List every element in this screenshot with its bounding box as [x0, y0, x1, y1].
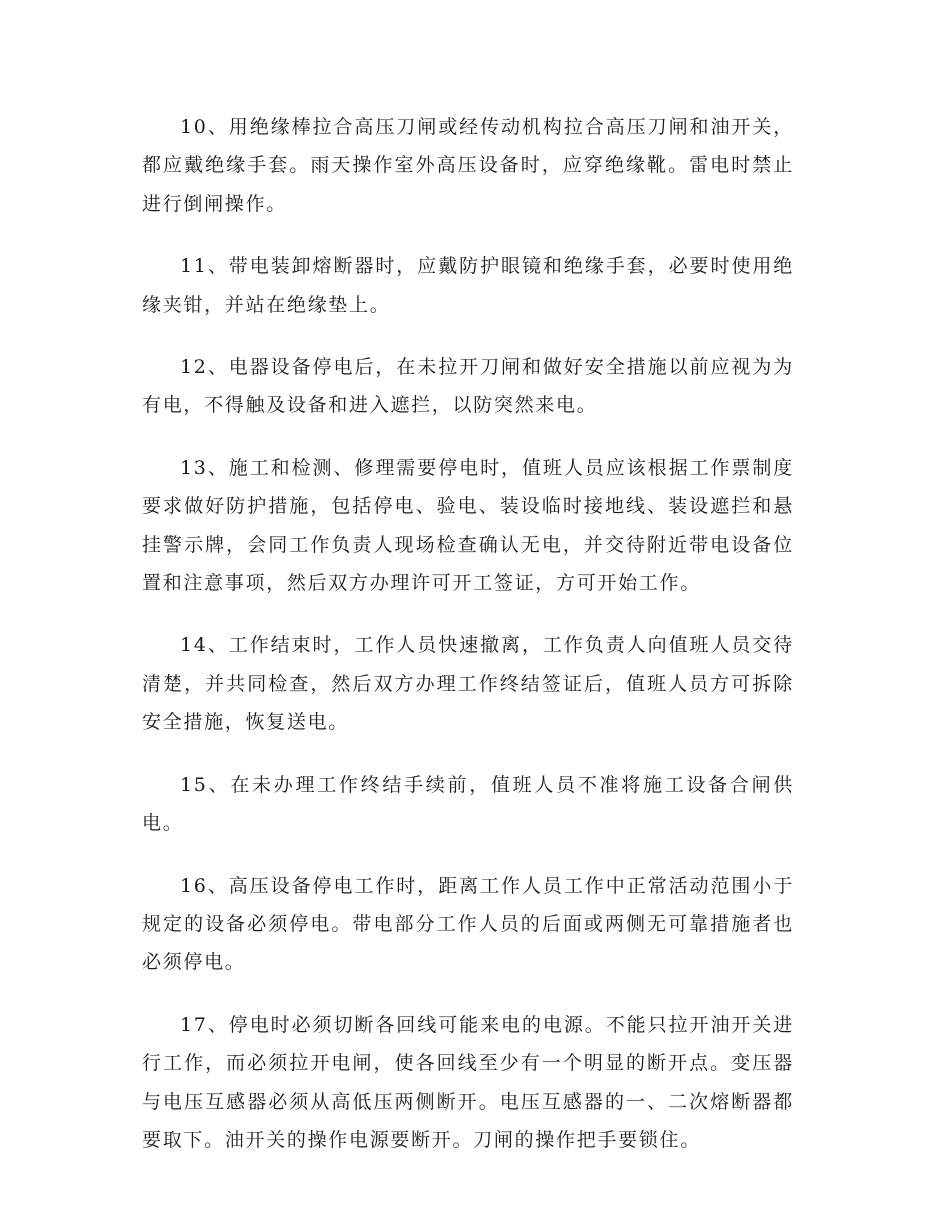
paragraph-17: 17、停电时必须切断各回线可能来电的电源。不能只拉开油开关进行工作，而必须拉开电闸，使各回线至少有一个明显的断开点。变压器与电压互感器必须从高低压两侧断开。电压互感器的一、二次熔断器都要取下。油开关的操作电源要断开。刀闸的操作把手要锁住。: [142, 1013, 794, 1151]
paragraph-13: 13、施工和检测、修理需要停电时，值班人员应该根据工作票制度要求做好防护措施，包括停电、验电、装设临时接地线、装设遮拦和悬挂警示牌，会同工作负责人现场检查确认无电，并交待附近带电设备位置和注意事项，然后双方办理许可开工签证，方可开始工作。: [142, 456, 794, 595]
paragraph-11: 11、带电装卸熔断器时，应戴防护眼镜和绝缘手套，必要时使用绝缘夹钳，并站在绝缘垫上。: [142, 255, 794, 316]
paragraph-16: 16、高压设备停电工作时，距离工作人员工作中正常活动范围小于规定的设备必须停电。带电部分工作人员的后面或两侧无可靠措施者也必须停电。: [142, 874, 794, 974]
document-body: [142, 108, 794, 1183]
paragraph-14: 14、工作结束时，工作人员快速撤离，工作负责人向值班人员交待清楚，并共同检查，然后双方办理工作终结签证后，值班人员方可拆除安全措施，恢复送电。: [142, 634, 794, 734]
paragraph-15: 15、在未办理工作终结手续前，值班人员不准将施工设备合闸供电。: [142, 773, 794, 835]
paragraph-10: 10、用绝缘棒拉合高压刀闸或经传动机构拉合高压刀闸和油开关，都应戴绝缘手套。雨天操作室外高压设备时，应穿绝缘靴。雷电时禁止进行倒闸操作。: [142, 116, 794, 215]
paragraph-12: 12、电器设备停电后，在未拉开刀闸和做好安全措施以前应视为为有电，不得触及设备和进入遮拦，以防突然来电。: [142, 356, 794, 417]
